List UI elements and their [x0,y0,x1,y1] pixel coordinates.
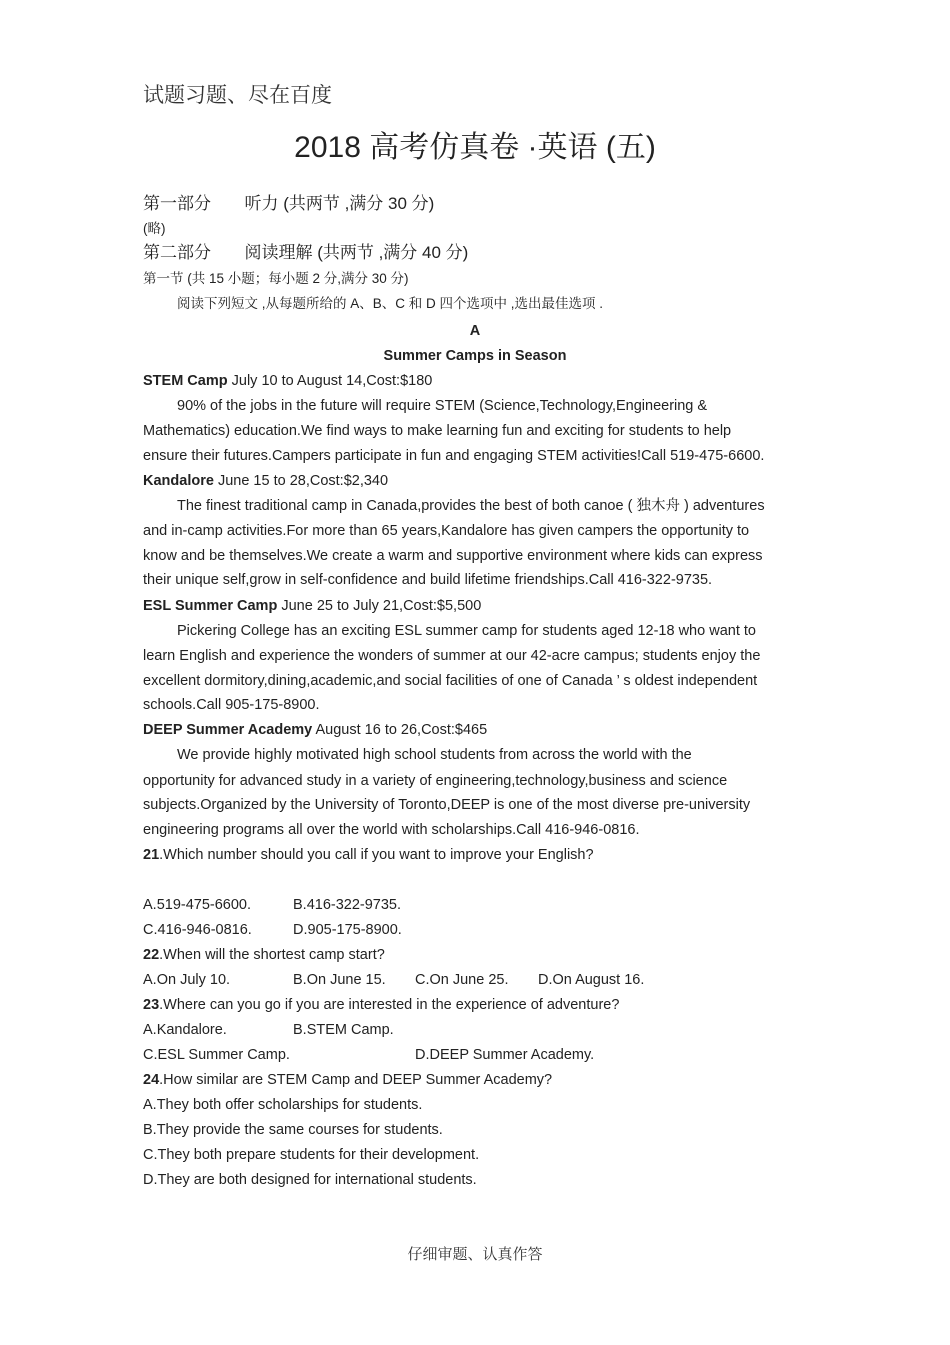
question-stem [143,1071,552,1089]
option: C.On June 25. [415,972,509,988]
page-footer: 仔细审题、认真作答 [407,1245,543,1263]
camp-info: August 16 to 26,Cost:$465 [315,722,488,738]
option: A.Kandalore. [143,1022,227,1038]
camp-info: July 10 to August 14,Cost:$180 [231,373,433,389]
exam-title: 2018 高考仿真卷 ·英语 (五) [294,131,656,164]
camp-text-line: opportunity for advanced study in a variety of engineering,technology,business and science [143,773,728,789]
part1-label: 第一部分 [143,194,211,213]
question-number: 22 [143,947,160,963]
camp-name: DEEP Summer Academy [143,722,313,738]
question-number: 24 [143,1072,160,1088]
part2-text: 阅读理解 (共两节 ,满分 40 分) [244,243,469,262]
camp-text-line: We provide highly motivated high school students from across the world with the [177,747,692,763]
camp-text-line: The finest traditional camp in Canada,provides the best of both canoe ( 独木舟 ) adventures [177,498,765,514]
section1-heading: 第一节 (共 15 小题；每小题 2 分,满分 30 分) [143,271,409,286]
part2-heading [143,242,468,264]
question-text: .Which number should you call if you want to improve your English? [159,847,594,863]
passage-title: Summer Camps in Season [383,348,567,364]
option: B.416-322-9735. [293,897,402,913]
camp-name: Kandalore [143,473,214,489]
instruction: 阅读下列短文 ,从每题所给的 A、B、C 和 D 四个选项中 ,选出最佳选项 . [177,296,604,311]
option: C.ESL Summer Camp. [143,1047,290,1063]
part1-text: 听力 (共两节 ,满分 30 分) [244,194,435,213]
question-number: 21 [143,847,160,863]
camp-info: June 25 to July 21,Cost:$5,500 [281,598,482,614]
camp-text-line: 90% of the jobs in the future will require STEM (Science,Technology,Engineering & [177,398,708,414]
part2-label: 第二部分 [143,243,211,262]
question-text: .Where can you go if you are interested in the experience of adventure? [159,997,620,1013]
camp-name: STEM Camp [143,373,228,389]
camp-text-line: and in-camp activities.For more than 65 years,Kandalore has given campers the opportunity to [143,523,750,539]
option: B.On June 15. [293,972,386,988]
camp-heading [143,597,481,615]
question-text: .When will the shortest camp start? [159,947,385,963]
question-number: 23 [143,997,160,1013]
omitted-note: (略) [143,221,166,236]
question-stem [143,946,385,964]
part1-heading [143,193,434,215]
camp-text-line: excellent dormitory,dining,academic,and social facilities of one of Canada ’ s oldest independent [143,673,758,689]
camp-text-line: engineering programs all over the world with scholarships.Call 416-946-0816. [143,822,640,838]
option: B.They provide the same courses for students. [143,1122,443,1138]
option: D.905-175-8900. [293,922,402,938]
camp-heading [143,472,388,490]
option: C.They both prepare students for their development. [143,1147,480,1163]
camp-name: ESL Summer Camp [143,598,278,614]
camp-heading [143,372,432,390]
option: A.On July 10. [143,972,231,988]
option: B.STEM Camp. [293,1022,394,1038]
page-header: 试题习题、尽在百度 [143,83,332,107]
question-stem [143,846,594,864]
camp-text-line: ensure their futures.Campers participate in fun and engaging STEM activities!Call 519-475-6600. [143,448,765,464]
passage-letter: A [469,323,481,339]
option: D.DEEP Summer Academy. [415,1047,595,1063]
question-text: .How similar are STEM Camp and DEEP Summer Academy? [159,1072,553,1088]
camp-text-line: Pickering College has an exciting ESL summer camp for students aged 12-18 who want to [177,623,756,639]
camp-text-line: know and be themselves.We create a warm and supportive environment where kids can express [143,548,763,564]
camp-text-line: schools.Call 905-175-8900. [143,697,320,713]
camp-text-line: Mathematics) education.We find ways to make learning fun and exciting for students to help [143,423,732,439]
option: C.416-946-0816. [143,922,252,938]
question-stem [143,996,619,1014]
option: A.They both offer scholarships for students. [143,1097,423,1113]
option: D.On August 16. [538,972,645,988]
camp-text-line: their unique self,grow in self-confidence and build lifetime friendships.Call 416-322-9735. [143,572,713,588]
camp-info: June 15 to 28,Cost:$2,340 [217,473,389,489]
camp-heading [143,721,487,739]
option: D.They are both designed for international students. [143,1172,477,1188]
option: A.519-475-6600. [143,897,252,913]
camp-text-line: subjects.Organized by the University of Toronto,DEEP is one of the most diverse pre-university [143,797,751,813]
camp-text-line: learn English and experience the wonders of summer at our 42-acre campus; students enjoy the [143,648,761,664]
